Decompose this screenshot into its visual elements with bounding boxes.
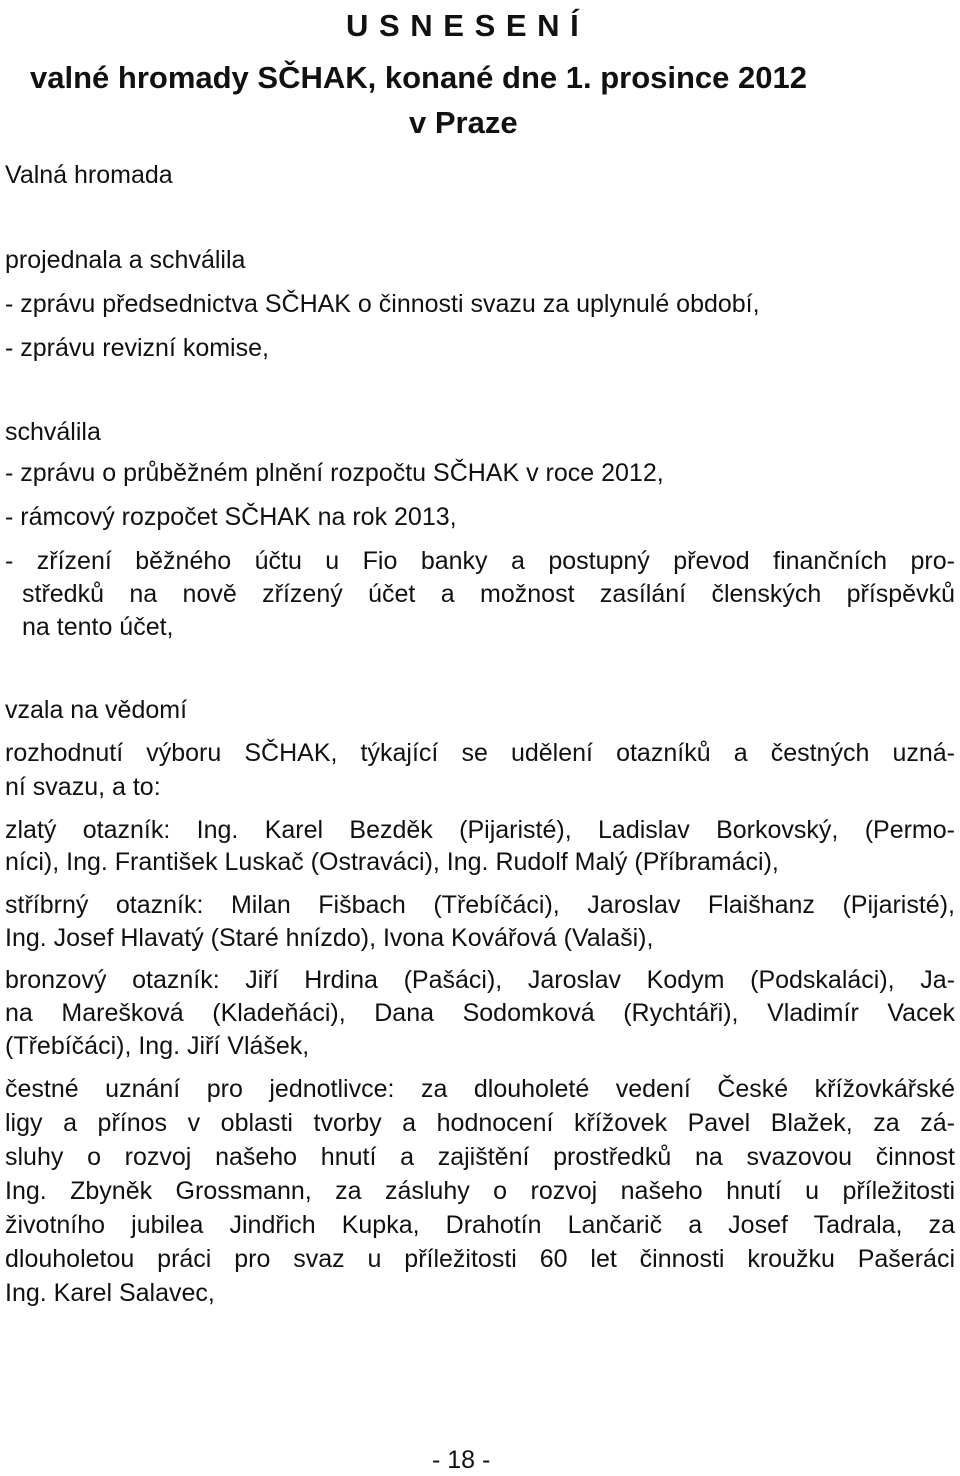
gold-award-line: zlatý otazník: Ing. Karel Bezděk (Pijaristé), Ladislav Borkovský, (Permo- — [5, 816, 955, 844]
honor-award-line: Ing. Zbyněk Grossmann, za zásluhy o rozvoj našeho hnutí u příležitosti — [5, 1177, 955, 1205]
section2-item: - rámcový rozpočet SČHAK na rok 2013, — [5, 503, 457, 531]
honor-award-line: dlouholetou práci pro svaz u příležitosti 60 let činnosti kroužku Pašeráci — [5, 1245, 955, 1273]
silver-award-line: stříbrný otazník: Milan Fišbach (Třebíčáci), Jaroslav Flaišhanz (Pijaristé), — [5, 891, 955, 919]
document-place: v Praze — [409, 105, 518, 140]
section1-item: - zprávu revizní komise, — [5, 334, 269, 362]
gold-award-line: níci), Ing. František Luskač (Ostraváci), Ing. Rudolf Malý (Příbramáci), — [5, 848, 779, 876]
intro-text: Valná hromada — [5, 161, 173, 189]
section2-item-line: - zřízení běžného účtu u Fio banky a postupný převod finančních pro- — [5, 547, 955, 575]
honor-award-line: čestné uznání pro jednotlivce: za dlouholeté vedení České křížovkářské — [5, 1075, 955, 1103]
honor-award-line: Ing. Karel Salavec, — [5, 1279, 215, 1307]
honor-award-line: ligy a přínos v oblasti tvorby a hodnocení křížovek Pavel Blažek, za zá- — [5, 1109, 955, 1137]
decision-line: rozhodnutí výboru SČHAK, týkající se udělení otazníků a čestných uzná- — [5, 739, 955, 767]
silver-award-line: Ing. Josef Hlavatý (Staré hnízdo), Ivona Kovářová (Valaši), — [5, 924, 654, 952]
honor-award-line: sluhy o rozvoj našeho hnutí a zajištění prostředků na svazovou činnost — [5, 1143, 955, 1171]
bronze-award-line: na Marešková (Kladeňáci), Dana Sodomková (Rychtáři), Vladimír Vacek — [5, 999, 955, 1027]
section1-item: - zprávu předsednictva SČHAK o činnosti svazu za uplynulé období, — [5, 290, 760, 318]
section3-heading: vzala na vědomí — [5, 696, 188, 724]
section1-heading: projednala a schválila — [5, 246, 246, 274]
honor-award-line: životního jubilea Jindřich Kupka, Drahotín Lančarič a Josef Tadrala, za — [5, 1211, 955, 1239]
section2-heading: schválila — [5, 418, 101, 446]
bronze-award-line: bronzový otazník: Jiří Hrdina (Pašáci), Jaroslav Kodym (Podskaláci), Ja- — [5, 966, 955, 994]
document-subtitle: valné hromady SČHAK, konané dne 1. prosince 2012 — [30, 60, 807, 95]
section2-item-line: na tento účet, — [22, 613, 174, 641]
document-title: U S N E S E N Í — [346, 8, 580, 43]
decision-line: ní svazu, a to: — [5, 773, 161, 801]
section2-item: - zprávu o průběžném plnění rozpočtu SČHAK v roce 2012, — [5, 459, 664, 487]
page-number: - 18 - — [432, 1446, 491, 1474]
section2-item-line: středků na nově zřízený účet a možnost zasílání členských příspěvků — [22, 580, 955, 608]
bronze-award-line: (Třebíčáci), Ing. Jiří Vlášek, — [5, 1032, 310, 1060]
